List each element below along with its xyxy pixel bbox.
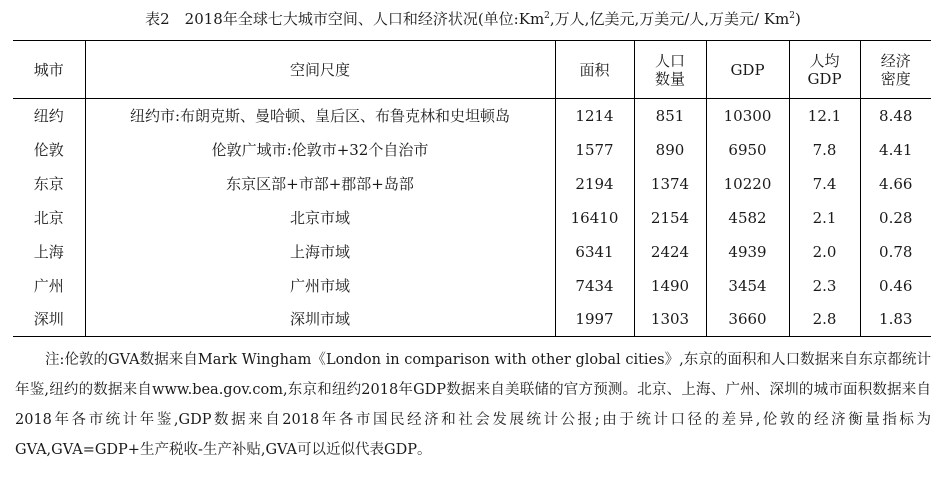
cell-gdp: 6950 [706, 133, 789, 167]
table-row [13, 303, 931, 337]
cell-per-capita: 12.1 [789, 99, 860, 133]
cell-population: 890 [634, 133, 706, 167]
table-row [13, 99, 931, 133]
cell-gdp: 10300 [706, 99, 789, 133]
cell-density: 0.28 [860, 201, 931, 235]
table-row [13, 269, 931, 303]
cell-population: 1490 [634, 269, 706, 303]
cell-city: 上海 [33, 242, 64, 261]
header-area: 面积 [555, 41, 634, 99]
header-scope: 空间尺度 [85, 41, 555, 99]
cell-city: 北京 [33, 208, 64, 227]
table-row [13, 235, 931, 269]
header-pc-line1: 人均 [809, 51, 840, 70]
header-gdp: GDP [706, 41, 789, 99]
cell-area: 16410 [555, 201, 634, 235]
cell-per-capita: 2.8 [789, 303, 860, 337]
cell-density: 4.41 [860, 133, 931, 167]
cell-city: 东京 [33, 174, 64, 193]
cell-gdp: 3660 [706, 303, 789, 337]
cell-population: 2424 [634, 235, 706, 269]
cell-population: 1374 [634, 167, 706, 201]
caption-title: 表2 2018年全球七大城市空间、人口和经济状况(单位:Km [145, 10, 545, 28]
caption-sup-1: 2 [544, 11, 550, 21]
cell-city: 伦敦 [33, 140, 64, 159]
caption-middle: ,万人,亿美元,万美元/人,万美元/ Km [549, 10, 790, 28]
header-den-line2: 密度 [880, 69, 911, 88]
cell-per-capita: 2.1 [789, 201, 860, 235]
cell-population: 2154 [634, 201, 706, 235]
cell-city: 纽约 [33, 106, 64, 125]
cell-density: 0.78 [860, 235, 931, 269]
header-population [634, 41, 706, 99]
cell-area: 1997 [555, 303, 634, 337]
cell-scope: 上海市域 [85, 235, 555, 269]
cell-area: 1214 [555, 99, 634, 133]
cell-scope: 伦敦广域市:伦敦市+32个自治市 [85, 133, 555, 167]
table-caption [0, 8, 946, 29]
header-pop-line1: 人口 [654, 51, 685, 70]
cell-per-capita: 7.8 [789, 133, 860, 167]
header-pc-line2: GDP [807, 69, 842, 88]
header-pop-line2: 数量 [654, 69, 685, 88]
cell-gdp: 4939 [706, 235, 789, 269]
cell-city: 深圳 [13, 303, 85, 337]
city-data-table [13, 40, 931, 337]
cell-per-capita: 7.4 [789, 167, 860, 201]
cell-scope: 纽约市:布朗克斯、曼哈顿、皇后区、布鲁克林和史坦顿岛 [85, 99, 555, 133]
caption-end: ) [795, 10, 801, 28]
cell-scope: 深圳市域 [85, 303, 555, 337]
cell-population: 1303 [634, 303, 706, 337]
caption-sup-2: 2 [789, 11, 796, 21]
cell-area: 7434 [555, 269, 634, 303]
table-row [13, 167, 931, 201]
table-row [13, 201, 931, 235]
table-header-row [13, 41, 931, 99]
cell-density: 4.66 [860, 167, 931, 201]
cell-city: 广州 [33, 276, 64, 295]
header-density [860, 41, 931, 99]
cell-density: 1.83 [860, 303, 931, 337]
cell-density: 0.46 [860, 269, 931, 303]
cell-scope: 北京市域 [85, 201, 555, 235]
header-city: 城市 [13, 41, 85, 99]
cell-gdp: 3454 [706, 269, 789, 303]
cell-scope: 东京区部+市部+郡部+岛部 [85, 167, 555, 201]
table-row [13, 133, 931, 167]
cell-density: 8.48 [860, 99, 931, 133]
header-per-capita [789, 41, 860, 99]
cell-gdp: 10220 [706, 167, 789, 201]
cell-per-capita: 2.3 [789, 269, 860, 303]
cell-population: 851 [634, 99, 706, 133]
cell-scope: 广州市域 [85, 269, 555, 303]
cell-gdp: 4582 [706, 201, 789, 235]
header-den-line1: 经济 [880, 51, 911, 70]
table-footnote: 注:伦敦的GVA数据来自Mark Wingham《London in comparison with other global cities》,东京的面积和人口数据来自东京都统计年鉴,纽约的数据来自www.bea.gov.com,东京和纽约2018年GDP数据来自美联储的官方预测。北京、上海、广州、深圳的城市面积数据来自2018年各市统计年鉴,GDP数据来自2018年各市国民经济和社会发展统计公报;由于统计口径的差异,伦敦的经济衡量指标为GVA,GVA=GDP+生产税收-生产补贴,GVA可以近似代表GDP。 [15, 352, 931, 458]
cell-area: 6341 [555, 235, 634, 269]
cell-area: 2194 [555, 167, 634, 201]
cell-per-capita: 2.0 [789, 235, 860, 269]
cell-area: 1577 [555, 133, 634, 167]
